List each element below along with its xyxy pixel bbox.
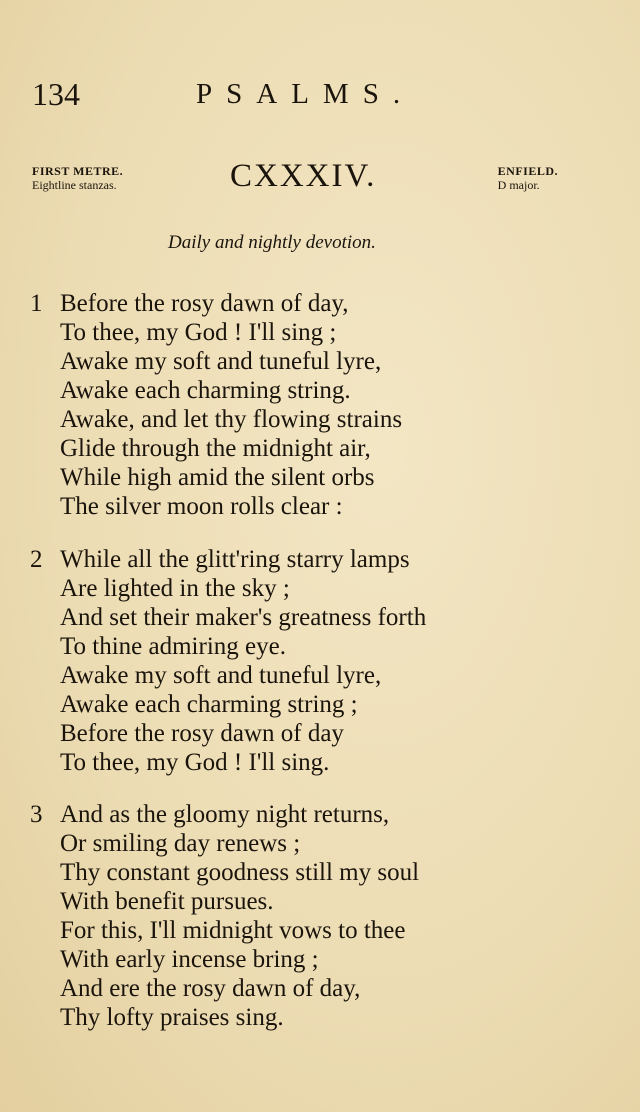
verse-line: For this, I'll midnight vows to thee: [60, 917, 406, 944]
verse-line: And as the gloomy night returns,: [60, 801, 390, 828]
verse-line: The silver moon rolls clear :: [60, 493, 343, 520]
verse-line: Thy lofty praises sing.: [60, 1004, 284, 1031]
stanza-number: 3: [30, 801, 43, 828]
tune-name: ENFIELD.: [497, 164, 558, 178]
verse-line: Thy constant goodness still my soul: [60, 859, 420, 886]
stanza-number: 1: [30, 290, 43, 317]
metre-info: [32, 164, 123, 192]
verse-line: Awake my soft and tuneful lyre,: [60, 662, 382, 689]
verse-line: With benefit pursues.: [60, 888, 274, 915]
verse-line: Or smiling day renews ;: [60, 830, 301, 857]
verse-line: To thine admiring eye.: [60, 633, 286, 660]
tune-key: D major.: [497, 178, 540, 192]
verse-line: Before the rosy dawn of day,: [60, 290, 349, 317]
stanza-number: 2: [30, 546, 43, 573]
psalm-number: CXXXIV.: [230, 158, 377, 194]
verse-line: With early incense bring ;: [60, 946, 319, 973]
verse-line: While high amid the silent orbs: [60, 464, 375, 491]
verse-line: Glide through the midnight air,: [60, 435, 371, 462]
page-header: [30, 76, 590, 116]
verse-line: Awake each charming string ;: [60, 691, 358, 718]
verse-line: Before the rosy dawn of day: [60, 720, 344, 747]
verse-line: Awake each charming string.: [60, 377, 351, 404]
verse-line: Awake, and let thy flowing strains: [60, 406, 403, 433]
page-number: 134: [32, 76, 80, 112]
psalm-subtitle: Daily and nightly devotion.: [168, 232, 376, 253]
running-title: PSALMS.: [196, 78, 415, 110]
tune-info: [498, 164, 558, 192]
verse-line: Are lighted in the sky ;: [60, 575, 290, 602]
verse-line: To thee, my God ! I'll sing.: [60, 749, 330, 776]
stanza-form-label: Eightline stanzas.: [32, 178, 117, 192]
verse-line: To thee, my God ! I'll sing ;: [60, 319, 337, 346]
verse-line: And ere the rosy dawn of day,: [60, 975, 361, 1002]
verse-line: Awake my soft and tuneful lyre,: [60, 348, 382, 375]
verse-line: And set their maker's greatness forth: [60, 604, 427, 631]
verse-line: While all the glitt'ring starry lamps: [60, 546, 410, 573]
metre-label: FIRST METRE.: [32, 164, 124, 178]
